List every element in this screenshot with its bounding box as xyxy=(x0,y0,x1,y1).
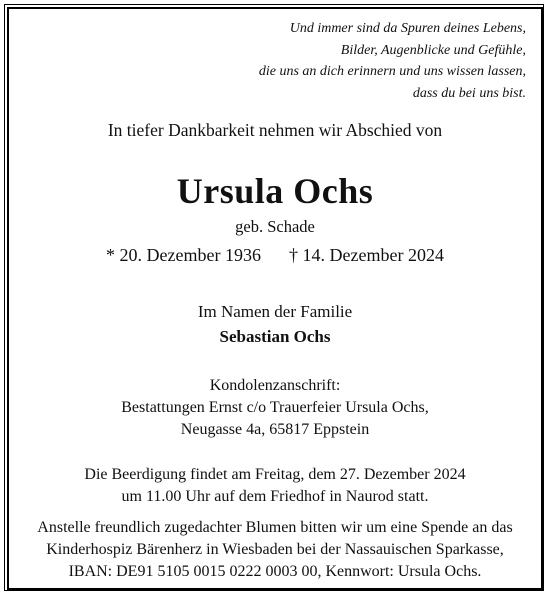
poem-line: Und immer sind da Spuren deines Lebens, xyxy=(289,21,526,36)
intro-text: In tiefer Dankbarkeit nehmen wir Abschied von xyxy=(107,120,443,140)
maiden-name: geb. Schade xyxy=(235,217,315,236)
funeral-line: um 11.00 Uhr auf dem Friedhof in Naurod statt. xyxy=(121,488,429,505)
condolence-line: Neugasse 4a, 65817 Eppstein xyxy=(180,421,370,438)
funeral-line: Die Beerdigung findet am Freitag, dem 27. Dezember 2024 xyxy=(84,466,466,483)
donation-line: Kinderhospiz Bärenherz in Wiesbaden bei der Nassauischen Sparkasse, xyxy=(46,541,504,558)
funeral-info xyxy=(0,464,550,508)
family-label: Im Namen der Familie xyxy=(197,302,353,321)
poem xyxy=(166,18,526,104)
poem-line: Bilder, Augenblicke und Gefühle, xyxy=(340,42,526,58)
condolence-line: Bestattungen Ernst c/o Trauerfeier Ursula Ochs, xyxy=(121,399,429,416)
family-name: Sebastian Ochs xyxy=(219,327,331,346)
donation-line: IBAN: DE91 5105 0015 0222 0003 00, Kennwort: Ursula Ochs. xyxy=(68,563,482,580)
birth-date: * 20. Dezember 1936 xyxy=(106,245,261,265)
deceased-name: Ursula Ochs xyxy=(176,171,374,211)
donation-info xyxy=(0,517,550,583)
poem-line: dass du bei uns bist. xyxy=(412,85,526,101)
condolence-title: Kondolenzanschrift: xyxy=(209,377,341,394)
donation-line: Anstelle freundlich zugedachter Blumen bitten wir um eine Spende an das xyxy=(37,519,513,536)
condolence-address xyxy=(0,375,550,441)
poem-line: die uns an dich erinnern und uns wissen lassen, xyxy=(258,64,526,79)
death-date: † 14. Dezember 2024 xyxy=(289,245,444,265)
life-dates xyxy=(0,245,550,266)
